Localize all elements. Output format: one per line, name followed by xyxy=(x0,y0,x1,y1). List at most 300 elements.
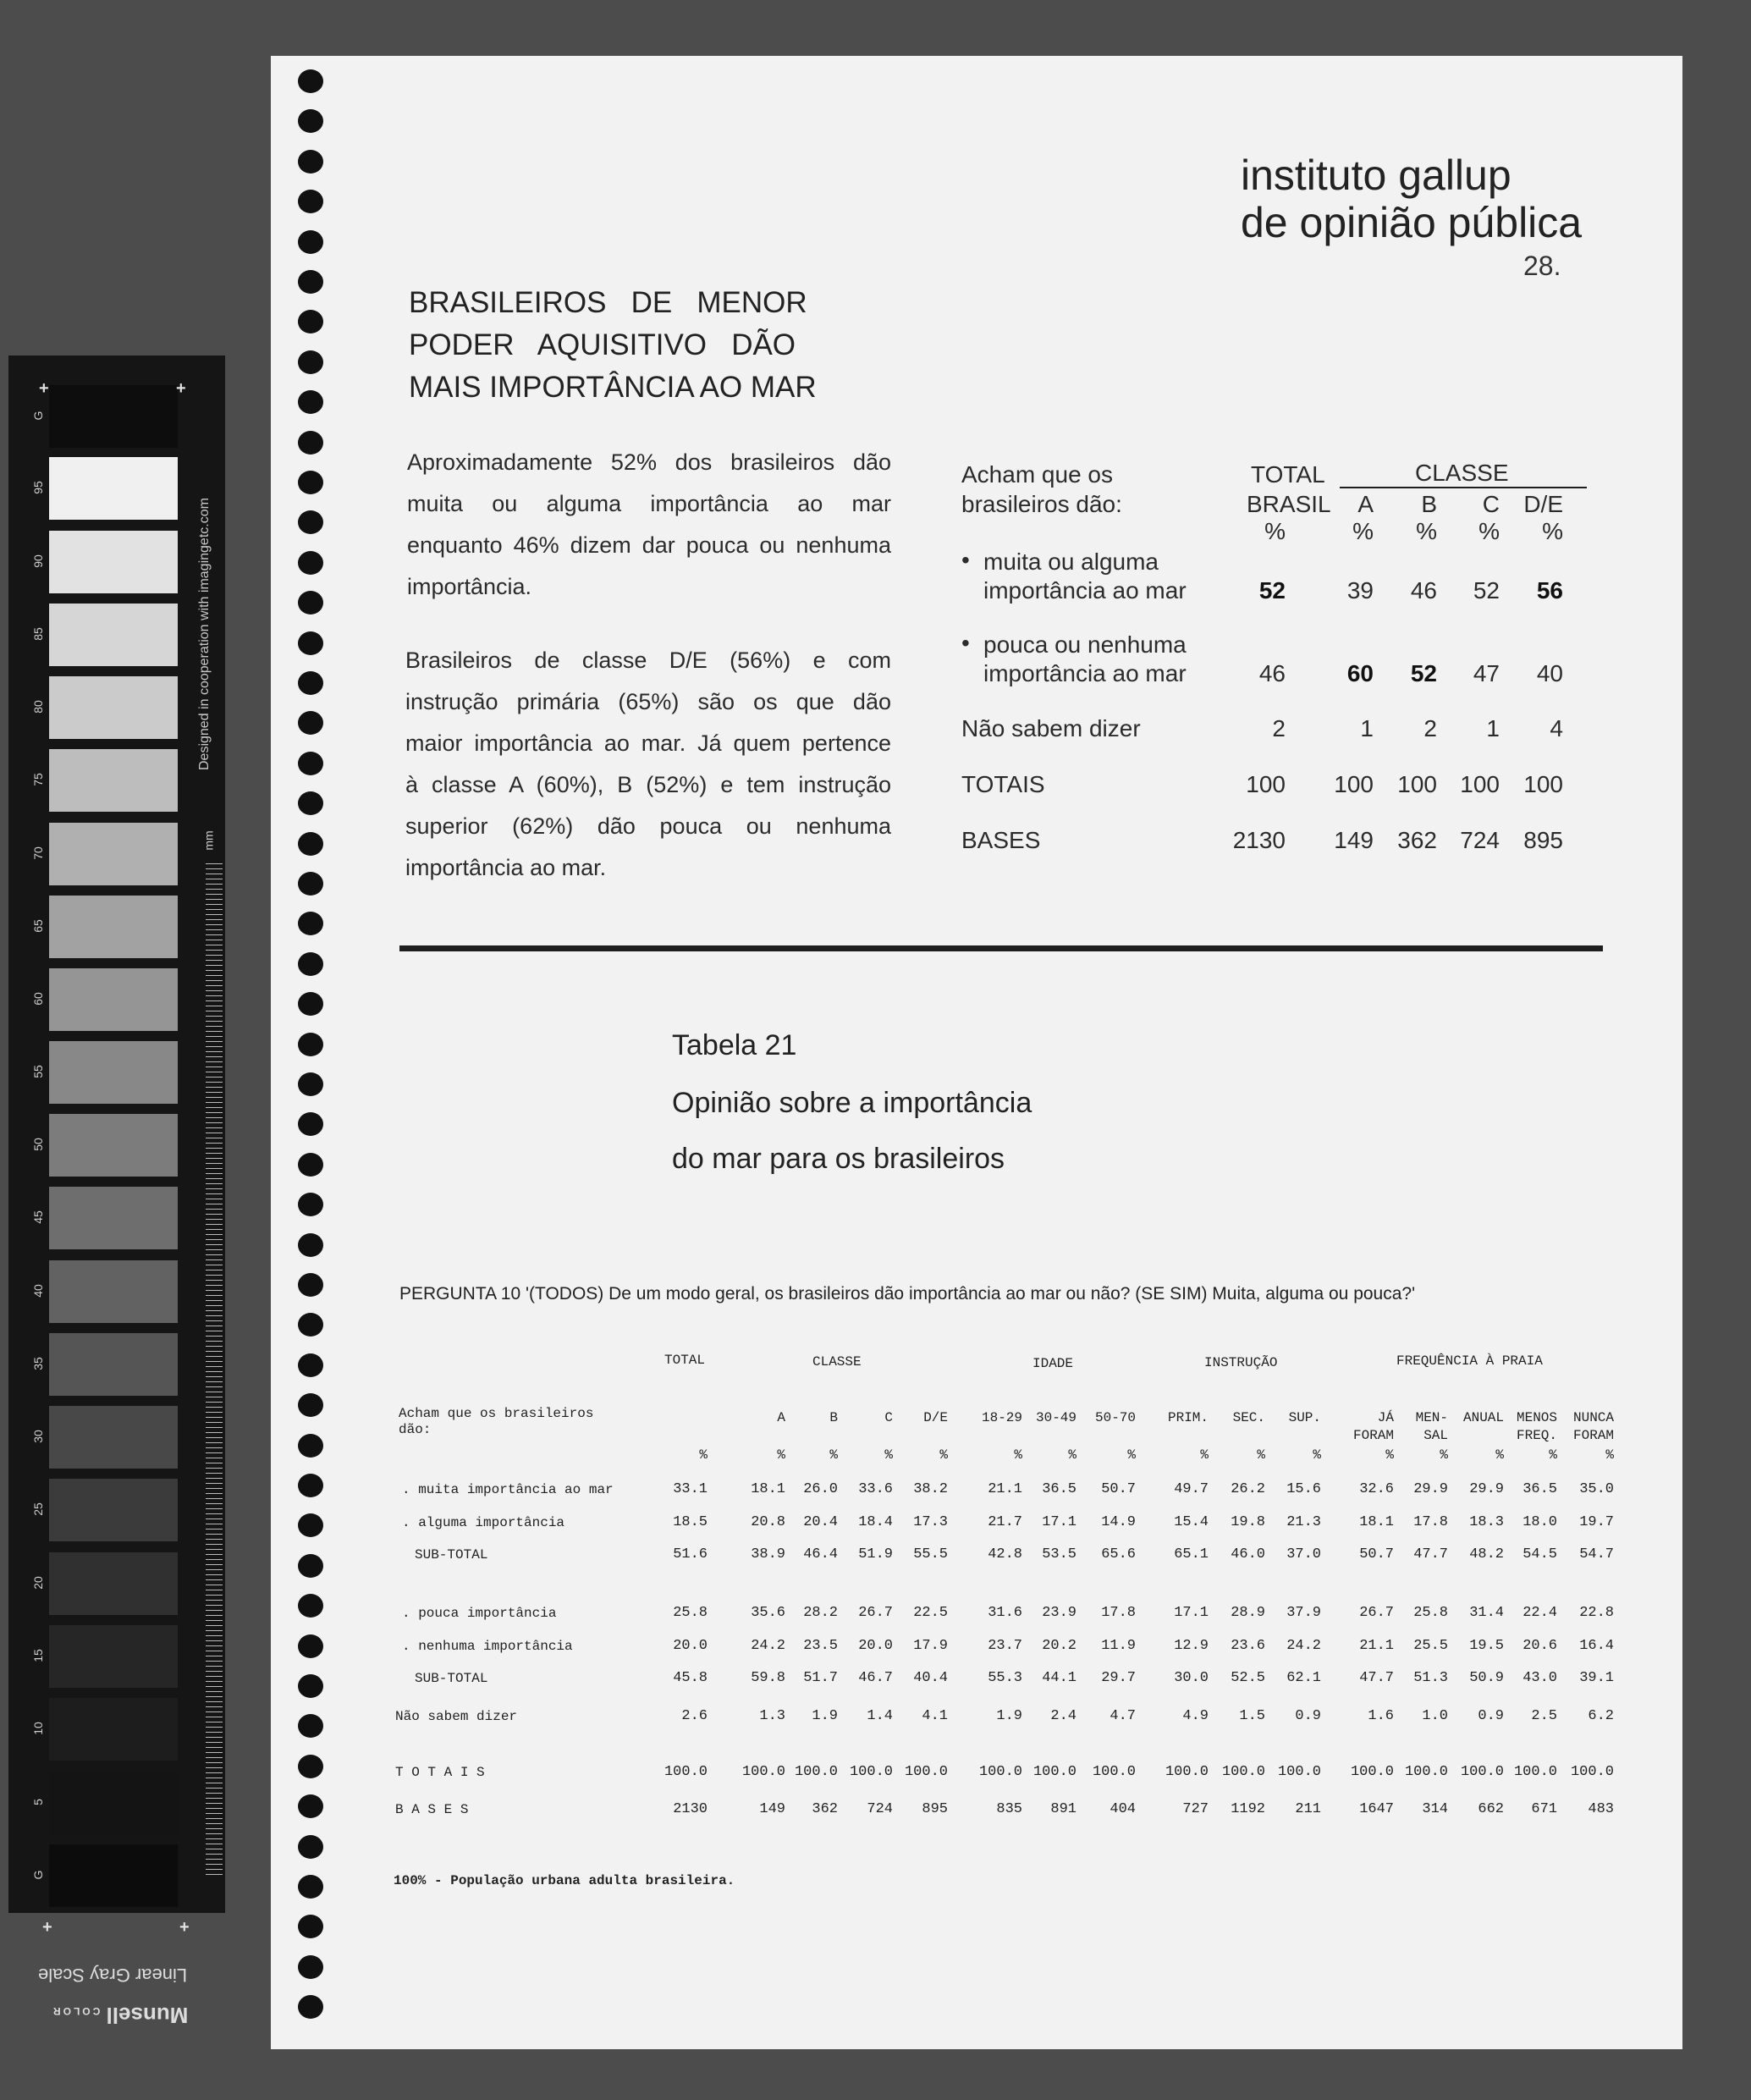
cell-value: 2.6 xyxy=(681,1708,708,1724)
cell-value: 1.6 xyxy=(1368,1708,1394,1724)
cell-value: 21.1 xyxy=(1359,1638,1394,1654)
cell-value: 149 xyxy=(759,1801,785,1817)
spiral-hole xyxy=(298,1112,323,1136)
gray-swatch xyxy=(49,1552,178,1615)
cell-value: 50.9 xyxy=(1469,1670,1504,1686)
group-classe: CLASSE xyxy=(812,1354,862,1370)
summary-col-label: D/E xyxy=(1523,491,1563,517)
gray-swatch xyxy=(49,1406,178,1469)
cell-value: 22.4 xyxy=(1522,1605,1557,1621)
summary-value: 1 xyxy=(1486,715,1500,741)
pct-sign: % xyxy=(777,1447,785,1463)
pct-sign: % xyxy=(1068,1447,1076,1463)
col-header: MENOS xyxy=(1516,1410,1557,1425)
summary-value: 895 xyxy=(1523,827,1563,853)
paragraph-line: Brasileiros de classe D/E (56%) e com xyxy=(405,648,891,673)
cell-value: 24.2 xyxy=(751,1638,785,1654)
summary-value: 724 xyxy=(1460,827,1500,853)
cell-value: 54.7 xyxy=(1579,1546,1614,1563)
summary-value: 4 xyxy=(1550,715,1563,741)
headline-line-2: PODER AQUISITIVO DÃO xyxy=(409,328,796,361)
spiral-hole xyxy=(298,1434,323,1458)
spiral-hole xyxy=(298,150,323,174)
spiral-hole xyxy=(298,1835,323,1859)
paragraph-line: muita ou alguma importância ao mar xyxy=(407,491,891,516)
summary-value: 2 xyxy=(1423,715,1437,741)
cell-value: 12.9 xyxy=(1174,1638,1209,1654)
row-label: T O T A I S xyxy=(395,1765,485,1780)
cell-value: 31.6 xyxy=(988,1605,1022,1621)
col-header: SEC. xyxy=(1232,1410,1265,1425)
summary-row-label: importância ao mar xyxy=(983,577,1187,604)
plus-mark: + xyxy=(42,1918,52,1937)
cell-value: 14.9 xyxy=(1101,1514,1136,1530)
spiral-hole xyxy=(298,671,323,695)
gray-swatch-number: 70 xyxy=(31,846,45,860)
summary-value: 40 xyxy=(1536,660,1563,686)
pct-sign: % xyxy=(1257,1447,1265,1463)
cell-value: 835 xyxy=(996,1801,1022,1817)
spiral-hole xyxy=(298,1033,323,1056)
col-header: B xyxy=(829,1410,838,1425)
cell-value: 23.6 xyxy=(1231,1638,1265,1654)
cell-value: 19.5 xyxy=(1469,1638,1504,1654)
cell-value: 1.0 xyxy=(1422,1708,1448,1724)
cell-value: 37.9 xyxy=(1286,1605,1321,1621)
gray-swatch xyxy=(49,1041,178,1104)
pct-sign: % xyxy=(1385,1447,1394,1463)
cell-value: 20.6 xyxy=(1522,1638,1557,1654)
cell-value: 314 xyxy=(1422,1801,1448,1817)
cell-value: 100.0 xyxy=(904,1764,948,1780)
cell-value: 20.0 xyxy=(858,1638,893,1654)
spiral-hole xyxy=(298,872,323,896)
cell-value: 37.0 xyxy=(1286,1546,1321,1563)
cell-value: 25.8 xyxy=(673,1605,708,1621)
cell-value: 36.5 xyxy=(1042,1481,1076,1497)
spiral-hole xyxy=(298,1714,323,1738)
cell-value: 1.5 xyxy=(1239,1708,1265,1724)
gray-swatch-number: 45 xyxy=(31,1210,45,1224)
gray-swatch xyxy=(49,896,178,958)
footnote: 100% - População urbana adulta brasileira. xyxy=(394,1873,735,1888)
col-header: FORAM xyxy=(1572,1428,1614,1443)
cell-value: 20.4 xyxy=(803,1514,838,1530)
cell-value: 724 xyxy=(867,1801,893,1817)
summary-value: 100 xyxy=(1523,771,1563,797)
spiral-hole xyxy=(298,190,323,213)
cell-value: 46.7 xyxy=(858,1670,893,1686)
cell-value: 33.6 xyxy=(858,1481,893,1497)
cell-value: 40.4 xyxy=(913,1670,948,1686)
cell-value: 50.7 xyxy=(1359,1546,1394,1563)
cell-value: 46.4 xyxy=(803,1546,838,1563)
gray-swatch xyxy=(49,968,178,1031)
spiral-hole xyxy=(298,1634,323,1658)
stub-label: dão: xyxy=(399,1422,432,1437)
gray-swatch xyxy=(49,1772,178,1834)
spiral-hole xyxy=(298,510,323,534)
spiral-hole xyxy=(298,752,323,775)
cell-value: 1192 xyxy=(1231,1801,1265,1817)
row-label: . muita importância ao mar xyxy=(402,1482,614,1497)
cell-value: 100.0 xyxy=(1277,1764,1321,1780)
cell-value: 43.0 xyxy=(1522,1670,1557,1686)
summary-value: 362 xyxy=(1397,827,1437,853)
gray-swatch-number: 50 xyxy=(31,1138,45,1151)
cell-value: 17.3 xyxy=(913,1514,948,1530)
gray-swatch-number: 55 xyxy=(31,1065,45,1078)
cell-value: 26.7 xyxy=(858,1605,893,1621)
gray-swatch xyxy=(49,457,178,520)
gray-swatch-number: 15 xyxy=(31,1649,45,1662)
col-header: SAL xyxy=(1423,1428,1448,1443)
row-label: . nenhuma importância xyxy=(402,1639,573,1654)
cell-value: 29.9 xyxy=(1413,1481,1448,1497)
cell-value: 28.9 xyxy=(1231,1605,1265,1621)
paragraph-1 xyxy=(407,442,891,608)
cell-value: 18.3 xyxy=(1469,1514,1504,1530)
cell-value: 26.0 xyxy=(803,1481,838,1497)
cell-value: 36.5 xyxy=(1522,1481,1557,1497)
ruler-unit: mm xyxy=(201,830,216,851)
cell-value: 100.0 xyxy=(1570,1764,1614,1780)
spiral-hole xyxy=(298,1233,323,1257)
plus-mark: + xyxy=(176,379,186,398)
cell-value: 51.9 xyxy=(858,1546,893,1563)
brand-line-2: de opinião pública xyxy=(1241,199,1583,246)
gray-swatch xyxy=(49,1333,178,1396)
summary-col-label: C xyxy=(1482,491,1500,517)
cell-value: 662 xyxy=(1478,1801,1504,1817)
headline-line-3: MAIS IMPORTÂNCIA AO MAR xyxy=(409,371,817,404)
gray-swatch-number: G xyxy=(31,411,45,421)
col-header: A xyxy=(777,1410,785,1425)
summary-value: 47 xyxy=(1473,660,1500,686)
spiral-hole xyxy=(298,230,323,254)
gray-swatch-number: 30 xyxy=(31,1430,45,1443)
cell-value: 33.1 xyxy=(673,1481,708,1497)
summary-row-label: pouca ou nenhuma xyxy=(983,631,1187,658)
cell-value: 100.0 xyxy=(1513,1764,1557,1780)
cell-value: 45.8 xyxy=(673,1670,708,1686)
cell-value: 49.7 xyxy=(1174,1481,1209,1497)
summary-value: 46 xyxy=(1410,577,1437,604)
summary-col-group: CLASSE xyxy=(1415,460,1509,486)
col-header: PRIM. xyxy=(1167,1410,1209,1425)
summary-bullet: • xyxy=(961,547,970,573)
pct-sign: % xyxy=(699,1447,708,1463)
gray-swatch-number: 35 xyxy=(31,1357,45,1370)
cell-value: 29.9 xyxy=(1469,1481,1504,1497)
pct-sign: % xyxy=(939,1447,948,1463)
gray-swatch-number: 10 xyxy=(31,1722,45,1735)
cell-value: 20.2 xyxy=(1042,1638,1076,1654)
table-title-1: Tabela 21 xyxy=(672,1029,797,1061)
gray-swatch-number: G xyxy=(31,1870,45,1880)
cell-value: 26.2 xyxy=(1231,1481,1265,1497)
summary-pct: % xyxy=(1542,518,1563,544)
cell-value: 1.9 xyxy=(812,1708,838,1724)
spiral-hole xyxy=(298,1474,323,1497)
cell-value: 2.5 xyxy=(1531,1708,1557,1724)
cell-value: 35.0 xyxy=(1579,1481,1614,1497)
spiral-hole xyxy=(298,1153,323,1177)
summary-pct: % xyxy=(1416,518,1437,544)
cell-value: 100.0 xyxy=(664,1764,708,1780)
spiral-hole xyxy=(298,1072,323,1096)
group-frequencia: FREQUÊNCIA À PRAIA xyxy=(1396,1353,1543,1369)
pct-sign: % xyxy=(1127,1447,1136,1463)
cell-value: 11.9 xyxy=(1101,1638,1136,1654)
cell-value: 25.5 xyxy=(1413,1638,1448,1654)
brand-line-1: instituto gallup xyxy=(1241,152,1511,199)
cell-value: 100.0 xyxy=(849,1764,893,1780)
cell-value: 100.0 xyxy=(794,1764,838,1780)
cell-value: 1.3 xyxy=(759,1708,785,1724)
summary-pct: % xyxy=(1264,518,1286,544)
summary-value: 56 xyxy=(1536,577,1563,604)
cell-value: 25.8 xyxy=(1413,1605,1448,1621)
spiral-hole xyxy=(298,952,323,976)
spiral-hole xyxy=(298,1353,323,1377)
gray-swatch-number: 75 xyxy=(31,773,45,786)
pct-sign: % xyxy=(1605,1447,1614,1463)
gray-swatch xyxy=(49,1698,178,1761)
spiral-hole xyxy=(298,1594,323,1618)
spiral-hole xyxy=(298,1794,323,1818)
summary-bullet: • xyxy=(961,630,970,656)
cell-value: 483 xyxy=(1588,1801,1614,1817)
paragraph-line: enquanto 46% dizem dar pouca ou nenhuma xyxy=(407,532,891,558)
page-number: 28. xyxy=(1523,251,1561,281)
summary-value: 1 xyxy=(1360,715,1374,741)
cell-value: 1.4 xyxy=(867,1708,893,1724)
spiral-hole xyxy=(298,270,323,294)
summary-value: 39 xyxy=(1346,577,1374,604)
pct-sign: % xyxy=(1440,1447,1448,1463)
cell-value: 21.3 xyxy=(1286,1514,1321,1530)
cell-value: 211 xyxy=(1295,1801,1321,1817)
cell-value: 4.7 xyxy=(1110,1708,1136,1724)
cell-value: 55.3 xyxy=(988,1670,1022,1686)
spiral-hole xyxy=(298,551,323,575)
cell-value: 23.9 xyxy=(1042,1605,1076,1621)
summary-col-total-1: TOTAL xyxy=(1251,461,1325,488)
spiral-hole xyxy=(298,631,323,655)
spiral-hole xyxy=(298,1554,323,1578)
summary-value: 100 xyxy=(1460,771,1500,797)
cell-value: 18.1 xyxy=(751,1481,785,1497)
cell-value: 48.2 xyxy=(1469,1546,1504,1563)
cell-value: 362 xyxy=(812,1801,838,1817)
cell-value: 18.4 xyxy=(858,1514,893,1530)
cell-value: 62.1 xyxy=(1286,1670,1321,1686)
cell-value: 100.0 xyxy=(1350,1764,1394,1780)
gray-swatch xyxy=(49,604,178,666)
cell-value: 28.2 xyxy=(803,1605,838,1621)
cell-value: 38.9 xyxy=(751,1546,785,1563)
cell-value: 38.2 xyxy=(913,1481,948,1497)
cell-value: 1.9 xyxy=(996,1708,1022,1724)
cell-value: 17.1 xyxy=(1042,1514,1076,1530)
summary-col-label: B xyxy=(1421,491,1437,517)
group-total: TOTAL xyxy=(664,1353,706,1368)
gray-swatch xyxy=(49,676,178,739)
cell-value: 46.0 xyxy=(1231,1546,1265,1563)
gray-swatch xyxy=(49,1260,178,1323)
spiral-hole xyxy=(298,69,323,93)
summary-value: 60 xyxy=(1346,660,1374,686)
cell-value: 21.1 xyxy=(988,1481,1022,1497)
cell-value: 17.8 xyxy=(1101,1605,1136,1621)
gray-swatch xyxy=(49,385,178,448)
spiral-hole xyxy=(298,1513,323,1537)
spiral-hole xyxy=(298,992,323,1016)
row-label: . alguma importância xyxy=(402,1515,565,1530)
summary-value: 52 xyxy=(1410,660,1437,686)
cell-value: 17.1 xyxy=(1174,1605,1209,1621)
spiral-hole xyxy=(298,109,323,133)
gray-swatch-number: 95 xyxy=(31,481,45,494)
summary-pct: % xyxy=(1478,518,1500,544)
cell-value: 31.4 xyxy=(1469,1605,1504,1621)
spiral-hole xyxy=(298,350,323,374)
col-header: C xyxy=(884,1410,893,1425)
table-title-2: Opinião sobre a importância xyxy=(672,1087,1032,1119)
cell-value: 23.7 xyxy=(988,1638,1022,1654)
question-text: PERGUNTA 10 '(TODOS) De um modo geral, os brasileiros dão importância ao mar ou não? (SE SIM) Muita, alguma ou pouca?' xyxy=(399,1284,1416,1304)
cell-value: 4.9 xyxy=(1182,1708,1209,1724)
spiral-hole xyxy=(298,1995,323,2019)
summary-value: 149 xyxy=(1334,827,1374,853)
cell-value: 15.6 xyxy=(1286,1481,1321,1497)
paragraph-2 xyxy=(405,640,891,889)
pct-sign: % xyxy=(884,1447,893,1463)
spiral-hole xyxy=(298,431,323,455)
spiral-hole xyxy=(298,1674,323,1698)
spiral-hole xyxy=(298,471,323,494)
cell-value: 100.0 xyxy=(1092,1764,1136,1780)
row-label: SUB-TOTAL xyxy=(415,1671,488,1686)
summary-pct: % xyxy=(1352,518,1374,544)
summary-row-label: Não sabem dizer xyxy=(961,715,1141,741)
pct-sign: % xyxy=(1495,1447,1504,1463)
cell-value: 54.5 xyxy=(1522,1546,1557,1563)
summary-row-label: BASES xyxy=(961,827,1041,853)
cell-value: 100.0 xyxy=(1221,1764,1265,1780)
summary-lead-1: Acham que os xyxy=(961,461,1113,488)
cell-value: 53.5 xyxy=(1042,1546,1076,1563)
col-header: FORAM xyxy=(1352,1428,1394,1443)
cell-value: 21.7 xyxy=(988,1514,1022,1530)
cell-value: 23.5 xyxy=(803,1638,838,1654)
paragraph-line: maior importância ao mar. Já quem pertence xyxy=(405,730,891,756)
spiral-hole xyxy=(298,1875,323,1899)
gray-swatch-number: 85 xyxy=(31,627,45,641)
cell-value: 6.2 xyxy=(1588,1708,1614,1724)
pct-sign: % xyxy=(1014,1447,1022,1463)
cell-value: 51.3 xyxy=(1413,1670,1448,1686)
headline-line-1: BRASILEIROS DE MENOR xyxy=(409,286,807,319)
col-header: ANUAL xyxy=(1462,1410,1504,1425)
col-header: 50-70 xyxy=(1094,1410,1136,1425)
gray-swatch-number: 5 xyxy=(31,1799,45,1805)
gray-swatch xyxy=(49,1844,178,1907)
paragraph-line: à classe A (60%), B (52%) e tem instrução xyxy=(405,772,891,797)
summary-value: 52 xyxy=(1473,577,1500,604)
cell-value: 16.4 xyxy=(1579,1638,1614,1654)
cell-value: 44.1 xyxy=(1042,1670,1076,1686)
munsell-sub: COLOR xyxy=(51,2005,101,2017)
cell-value: 100.0 xyxy=(978,1764,1022,1780)
cell-value: 30.0 xyxy=(1174,1670,1209,1686)
gray-swatch-number: 90 xyxy=(31,554,45,568)
row-label: SUB-TOTAL xyxy=(415,1547,488,1563)
summary-value: 100 xyxy=(1246,771,1286,797)
col-header: MEN- xyxy=(1415,1410,1448,1425)
col-header: JÁ xyxy=(1377,1410,1394,1425)
cell-value: 100.0 xyxy=(1404,1764,1448,1780)
summary-lead-2: brasileiros dão: xyxy=(961,491,1122,517)
gray-swatch-number: 25 xyxy=(31,1502,45,1516)
paragraph-line: instrução primária (65%) são os que dão xyxy=(405,689,891,714)
cell-value: 51.6 xyxy=(673,1546,708,1563)
cell-value: 18.0 xyxy=(1522,1514,1557,1530)
plus-mark: + xyxy=(39,379,49,398)
spiral-hole xyxy=(298,1313,323,1337)
summary-col-label: A xyxy=(1357,491,1374,517)
plus-mark: + xyxy=(179,1918,190,1937)
cell-value: 0.9 xyxy=(1295,1708,1321,1724)
paragraph-line: importância ao mar. xyxy=(405,855,607,880)
cell-value: 32.6 xyxy=(1359,1481,1394,1497)
col-header: D/E xyxy=(923,1410,948,1425)
spiral-hole xyxy=(298,1755,323,1778)
cell-value: 19.8 xyxy=(1231,1514,1265,1530)
cell-value: 15.4 xyxy=(1174,1514,1209,1530)
cell-value: 50.7 xyxy=(1101,1481,1136,1497)
spiral-hole xyxy=(298,1915,323,1938)
spiral-hole xyxy=(298,791,323,815)
cell-value: 18.5 xyxy=(673,1514,708,1530)
cell-value: 17.8 xyxy=(1413,1514,1448,1530)
stub-label: Acham que os brasileiros xyxy=(399,1406,594,1421)
gray-swatch xyxy=(49,1625,178,1688)
spiral-hole xyxy=(298,912,323,935)
gray-swatch xyxy=(49,1187,178,1249)
summary-row-label: muita ou alguma xyxy=(983,548,1159,575)
paragraph-line: superior (62%) dão pouca ou nenhuma xyxy=(405,813,891,839)
cell-value: 100.0 xyxy=(1165,1764,1209,1780)
cell-value: 47.7 xyxy=(1413,1546,1448,1563)
pct-sign: % xyxy=(829,1447,838,1463)
cell-value: 24.2 xyxy=(1286,1638,1321,1654)
section-divider xyxy=(399,945,1603,951)
cell-value: 404 xyxy=(1110,1801,1136,1817)
gray-swatch-number: 40 xyxy=(31,1284,45,1298)
gray-swatch-number: 60 xyxy=(31,992,45,1006)
mm-ruler xyxy=(206,863,223,1875)
spiral-hole xyxy=(298,711,323,735)
table-title-3: do mar para os brasileiros xyxy=(672,1143,1005,1175)
strip-credit: Designed in cooperation with imagingetc.com xyxy=(197,498,212,770)
cell-value: 17.9 xyxy=(913,1638,948,1654)
cell-value: 18.1 xyxy=(1359,1514,1394,1530)
gray-swatch xyxy=(49,823,178,885)
spiral-hole xyxy=(298,310,323,333)
cell-value: 20.0 xyxy=(673,1638,708,1654)
